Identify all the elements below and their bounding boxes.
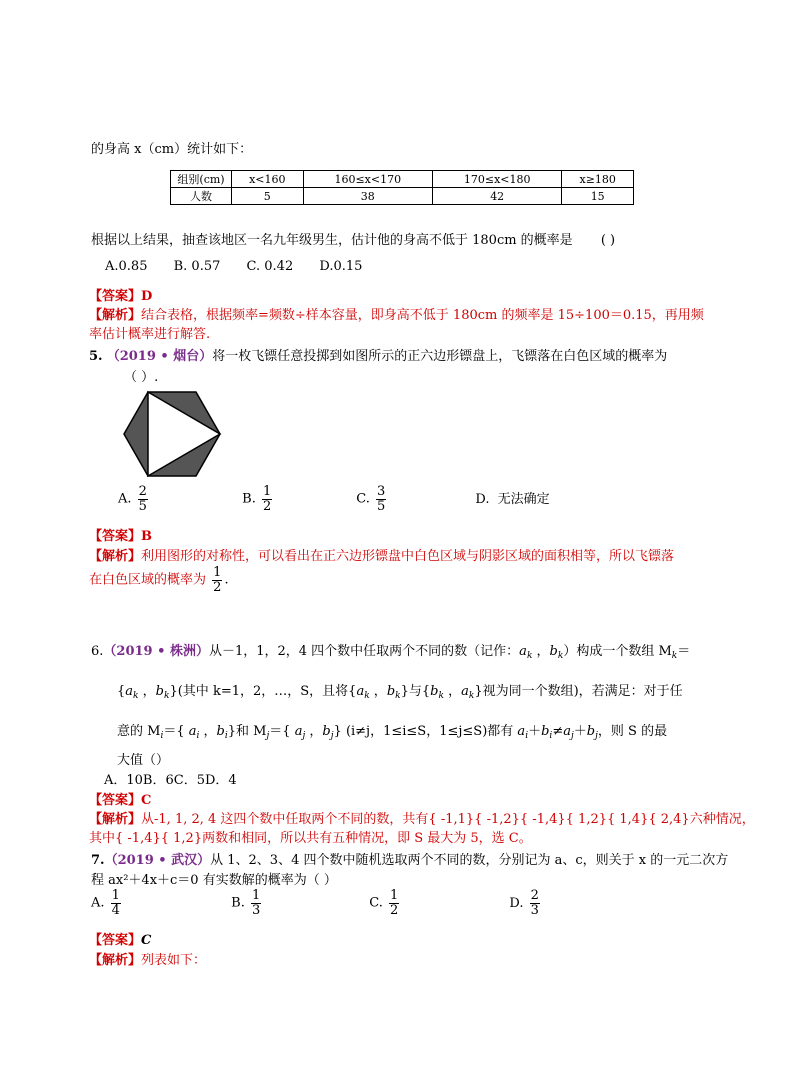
answer-value: D [141, 289, 153, 304]
fraction [530, 889, 540, 917]
table-header-cell: x<160 [232, 171, 304, 188]
table-cell: 15 [562, 188, 634, 205]
q6-answer [89, 789, 151, 808]
q6-line1: 6.（2019 • 株洲）从－1，1，2，4 四个数中任取两个不同的数（记作：$a_k$ ，$b_k$）构成一个数组 $M_k=$ [91, 644, 691, 661]
q7-text: 从 1、2、3、4 四个数中随机选取两个不同的数，分别记为 a、c，则关于 x 的一元二次方 [210, 853, 729, 868]
option-text: 无法确定 [497, 491, 550, 507]
q7-option-c [369, 889, 505, 917]
numerator: 1 [213, 565, 222, 580]
height-table [170, 170, 634, 205]
fraction [111, 889, 121, 917]
denominator: 2 [262, 498, 272, 514]
denominator: 5 [138, 498, 147, 514]
q4-stem [91, 229, 615, 248]
option-letter: A. [91, 895, 105, 911]
q6-text: (其中 k=1，2，…，S，且将{ [177, 684, 357, 699]
denominator: 3 [251, 902, 261, 918]
fraction [389, 889, 399, 917]
fraction [262, 485, 272, 513]
answer-tag: 【答案】 [89, 529, 142, 544]
q6-text: (i≠j，1≤i≤S，1≤j≤S)都有 [345, 724, 514, 739]
q7-line1 [91, 849, 728, 868]
answer-tag: 【答案】 [89, 933, 142, 948]
q6-number: 6. [91, 644, 104, 659]
option-letter: B. [242, 491, 256, 507]
table-row [171, 188, 634, 205]
q6-analysis-line1 [89, 808, 755, 827]
analysis-tag: 【解析】 [89, 812, 142, 827]
q5-stem-text: 将一枚飞镖任意投掷到如图所示的正六边形镖盘上，飞镖落在白色区域的概率为 [212, 349, 668, 364]
option-letter: D. [475, 491, 490, 507]
q5-stem [89, 345, 667, 364]
numerator: 2 [530, 888, 539, 903]
answer-value: B [141, 529, 153, 544]
analysis-text: 利用图形的对称性，可以看出在正六边形镖盘中白色区域与阴影区域的面积相等，所以飞镖落 [141, 549, 675, 564]
q5-number: 5. [89, 349, 103, 364]
table-header-cell: 组别(cm) [171, 171, 232, 188]
q7-analysis [89, 949, 206, 968]
q7-options [91, 889, 542, 917]
hexagon-dartboard-figure [122, 390, 222, 478]
option-letter: C. [369, 895, 383, 911]
analysis-text: 从-1, 1, 2, 4 这四个数中任取两个不同的数，共有{ -1,1}{ -1,2}{ -1,4}{ 1,2}{ 1,4}{ 2,4}六种情况， [141, 812, 755, 827]
q6-text: 和 M [236, 724, 267, 739]
q5-option-a [118, 485, 238, 513]
table-row [171, 171, 634, 188]
q4-blank: ( ) [600, 233, 616, 248]
q6-source: （2019 • 株洲） [103, 644, 209, 659]
q7-answer [89, 929, 151, 948]
table-header-cell: 160≤x<170 [303, 171, 432, 188]
q6-text: 从－1，1，2，4 四个数中任取两个不同的数（记作： [208, 644, 520, 659]
table-cell: 42 [432, 188, 561, 205]
analysis-text: 列表如下： [141, 953, 207, 968]
q4-option-d: D.0.15 [319, 259, 363, 274]
q4-analysis-line1 [89, 304, 704, 323]
table-header-cell: x≥180 [562, 171, 634, 188]
analysis-text: 结合表格，根据频率=频数÷样本容量，即身高不低于 180cm 的频率是 15÷100＝0.15，再用频 [141, 308, 704, 323]
answer-value: C [141, 793, 152, 808]
denominator: 3 [530, 902, 539, 918]
fraction [212, 566, 222, 594]
numerator: 2 [138, 484, 147, 499]
analysis-tag: 【解析】 [89, 953, 142, 968]
option-letter: D. [509, 895, 524, 911]
intro-line: 的身高 x（cm）统计如下： [91, 142, 253, 157]
q6-analysis-line2: 其中{ -1,4}{ 1,2}两数和相同，所以共有五种情况，即 S 最大为 5，选 C。 [89, 831, 532, 846]
q5-blank: （ ）. [124, 370, 159, 385]
q6-text: ）构成一个数组 M [563, 644, 672, 659]
q5-source: （2019 • 烟台） [106, 349, 213, 364]
answer-value: C [141, 933, 152, 948]
table-cell: 38 [303, 188, 432, 205]
option-letter: C. [356, 491, 370, 507]
q7-option-a [91, 889, 227, 917]
table-row-label: 人数 [171, 188, 232, 205]
fraction [251, 889, 261, 917]
q6-text: }与{ [400, 684, 431, 699]
q5-option-d [475, 492, 549, 507]
q4-options [105, 259, 362, 274]
q6-line2: {$a_k$ ，$b_k$}(其中 k=1，2，…，S，且将{$a_k$ ，$b_k$}与{$b_k$ ，$a_k$}视为同一个数组)，若满足：对于任 [117, 684, 683, 701]
fraction [376, 485, 386, 513]
q5-analysis-line2 [89, 566, 229, 594]
q5-option-c [356, 485, 471, 513]
q7-number: 7. [91, 853, 105, 868]
analysis-text: 在白色区域的概率为 [89, 572, 207, 588]
denominator: 2 [213, 579, 222, 595]
q4-option-b: B. 0.57 [173, 259, 221, 274]
denominator: 4 [111, 902, 120, 918]
numerator: 3 [377, 484, 386, 499]
analysis-tag: 【解析】 [89, 308, 142, 323]
q7-option-b [231, 889, 365, 917]
option-letter: B. [231, 895, 245, 911]
q4-answer [89, 285, 152, 304]
q6-text: }视为同一个数组)，若满足：对于任 [474, 684, 683, 699]
q4-stem-text: 根据以上结果，抽查该地区一名九年级男生，估计他的身高不低于 180cm 的概率是 [91, 233, 573, 248]
q6-line3: 意的 $M_i=${ $a_i$ ，$b_i$}和 $M_j=${ $a_j$ ，$b_j$} (i≠j，1≤i≤S，1≤j≤S)都有 $a_i+b_i\ne a_j+b_j$，则 S 的最 [117, 724, 668, 741]
q7-option-d [509, 888, 542, 918]
q6-options: A．10B．6C．5D．4 [104, 773, 237, 788]
table-cell: 5 [232, 188, 304, 205]
q5-answer [89, 525, 152, 544]
q5-options [118, 485, 550, 513]
q5-option-b [242, 485, 352, 513]
table-header-cell: 170≤x<180 [432, 171, 561, 188]
q4-analysis-line2: 率估计概率进行解答. [89, 327, 211, 342]
q6-line4: 大值（） [117, 753, 170, 768]
fraction [138, 485, 148, 513]
q4-option-a: A.0.85 [105, 259, 148, 274]
q4-option-c: C. 0.42 [246, 259, 294, 274]
analysis-period: . [224, 572, 229, 588]
option-letter: A. [118, 491, 132, 507]
q6-text: ，则 S 的最 [597, 724, 668, 739]
q5-analysis-line1 [89, 545, 674, 564]
numerator: 1 [390, 888, 399, 903]
answer-tag: 【答案】 [89, 289, 142, 304]
analysis-tag: 【解析】 [89, 549, 142, 564]
denominator: 5 [377, 498, 386, 514]
q6-text: 意的 M [117, 724, 161, 739]
numerator: 1 [111, 888, 120, 903]
numerator: 1 [251, 888, 261, 903]
answer-tag: 【答案】 [89, 793, 142, 808]
q7-source: （2019 • 武汉） [104, 853, 211, 868]
q7-line2: 程 ax²＋4x＋c＝0 有实数解的概率为（ ） [91, 873, 337, 888]
denominator: 2 [390, 902, 399, 918]
numerator: 1 [262, 484, 272, 499]
